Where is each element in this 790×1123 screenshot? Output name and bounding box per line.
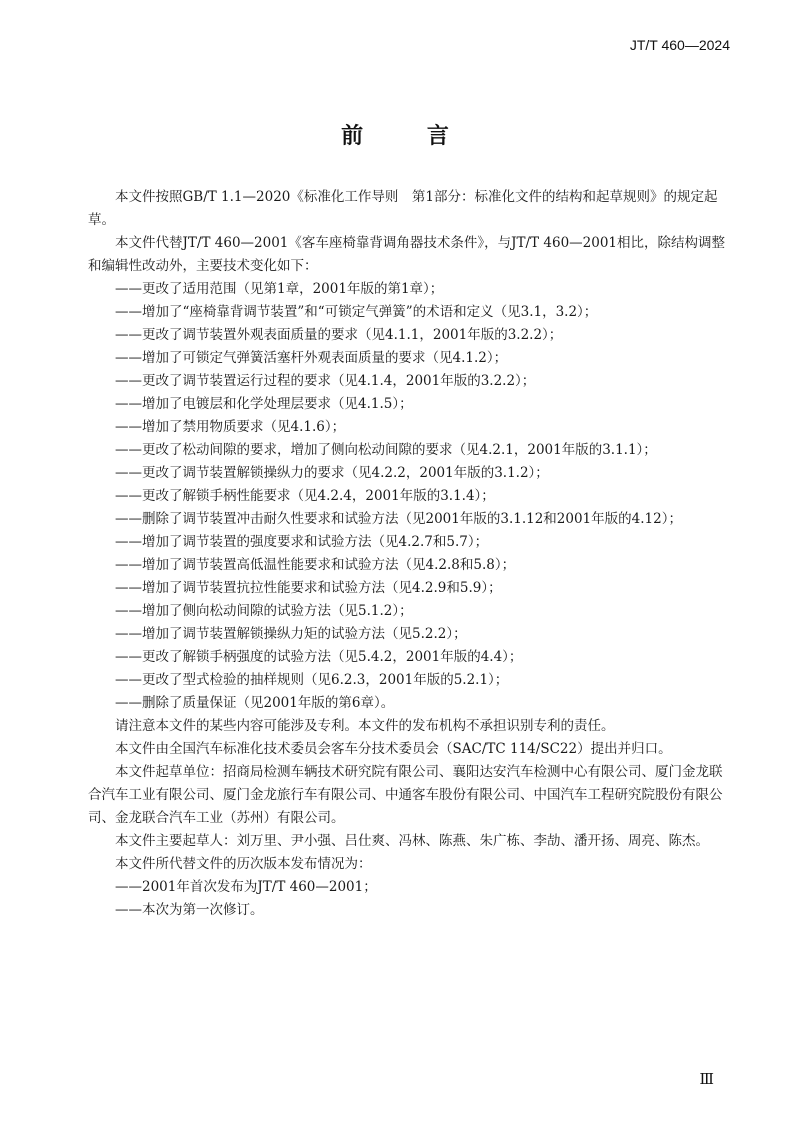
page-number: Ⅲ — [699, 1070, 714, 1088]
change-item: ——增加了调节装置抗拉性能要求和试验方法（见4.2.9和5.9）； — [115, 580, 502, 596]
change-item: ——更改了解锁手柄强度的试验方法（见5.4.2，2001年版的4.4）； — [115, 649, 523, 665]
change-item: ——增加了调节装置的强度要求和试验方法（见4.2.7和5.7）； — [115, 534, 489, 550]
change-item: ——更改了型式检验的抽样规则（见6.2.3，2001年版的5.2.1）； — [115, 672, 509, 688]
page-title: 前 言 — [341, 124, 477, 149]
change-item: ——删除了质量保证（见2001年版的第6章）。 — [115, 695, 395, 711]
change-item: ——增加了“座椅靠背调节装置”和“可锁定气弹簧”的术语和定义（见3.1，3.2）； — [115, 304, 598, 320]
change-item: ——增加了电镀层和化学处理层要求（见4.1.5）； — [115, 396, 413, 412]
history-item: ——本次为第一次修订。 — [115, 902, 264, 918]
proposer-paragraph: 本文件由全国汽车标准化技术委员会客车分技术委员会（SAC/TC 114/SC22）提出并归口。 — [115, 741, 672, 757]
change-item: ——更改了调节装置运行过程的要求（见4.1.4，2001年版的3.2.2）； — [115, 373, 536, 389]
change-item: ——增加了可锁定气弹簧活塞杆外观表面质量的要求（见4.1.2）； — [115, 350, 508, 366]
patent-notice: 请注意本文件的某些内容可能涉及专利。本文件的发布机构不承担识别专利的责任。 — [115, 718, 615, 734]
change-item: ——更改了调节装置解锁操纵力的要求（见4.2.2，2001年版的3.1.2）； — [115, 465, 549, 481]
change-item: ——增加了侧向松动间隙的试验方法（见5.1.2）； — [115, 603, 413, 619]
change-item: ——更改了适用范围（见第1章，2001年版的第1章）； — [115, 281, 444, 297]
change-item: ——增加了调节装置高低温性能要求和试验方法（见4.2.8和5.8）； — [115, 557, 516, 573]
document-code: JT/T 460—2024 — [629, 37, 730, 53]
document-body — [88, 186, 734, 922]
drafting-units-paragraph: 本文件起草单位：招商局检测车辆技术研究院有限公司、襄阳达安汽车检测中心有限公司、厦门金龙联合汽车工业有限公司、厦门金龙旅行车有限公司、中通客车股份有限公司、中国汽车工程研究院股份有限公司、金龙联合汽车工业（苏州）有限公司。 — [88, 764, 723, 826]
history-item: ——2001年首次发布为JT/T 460—2001； — [115, 879, 377, 895]
change-item: ——更改了松动间隙的要求，增加了侧向松动间隙的要求（见4.2.1，2001年版的3.1.1）； — [115, 442, 657, 458]
change-item: ——更改了解锁手柄性能要求（见4.2.4，2001年版的3.1.4）； — [115, 488, 495, 504]
change-item: ——删除了调节装置冲击耐久性要求和试验方法（见2001年版的3.1.12和2001年版的4.12）； — [115, 511, 682, 527]
intro-paragraph: 本文件代替JT/T 460—2001《客车座椅靠背调角器技术条件》，与JT/T 460—2001相比，除结构调整和编辑性改动外，主要技术变化如下： — [88, 235, 726, 274]
change-item: ——增加了调节装置解锁操纵力矩的试验方法（见5.2.2）； — [115, 626, 467, 642]
history-intro-paragraph: 本文件所代替文件的历次版本发布情况为： — [115, 856, 372, 872]
drafters-paragraph: 本文件主要起草人：刘万里、尹小强、吕仕爽、冯林、陈燕、朱广栋、李劼、潘开扬、周亮、陈杰。 — [115, 833, 709, 849]
change-item: ——更改了调节装置外观表面质量的要求（见4.1.1，2001年版的3.2.2）； — [115, 327, 563, 343]
change-item: ——增加了禁用物质要求（见4.1.6）； — [115, 419, 346, 435]
intro-paragraph: 本文件按照GB/T 1.1—2020《标准化工作导则 第1部分：标准化文件的结构和起草规则》的规定起草。 — [88, 189, 718, 228]
